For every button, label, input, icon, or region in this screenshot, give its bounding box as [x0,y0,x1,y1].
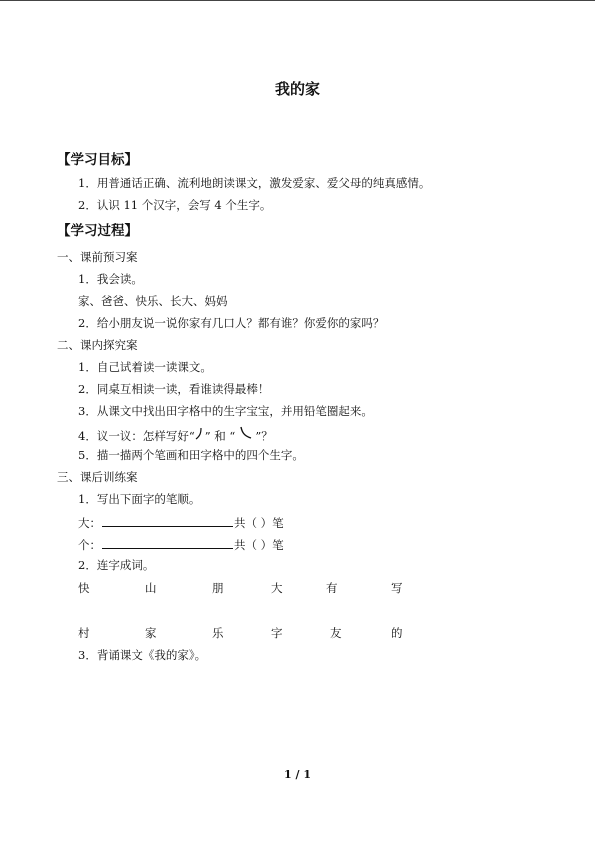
page-number: 1 / 1 [284,768,311,781]
da-answer-blank[interactable] [102,515,233,527]
practice-item-1: 1．写出下面字的笔顺。 [78,492,201,506]
char-shan: 山 [145,581,157,595]
char-you: 有 [326,581,338,595]
char-you2: 友 [330,626,342,640]
char-le: 乐 [212,626,224,640]
char-de: 的 [391,626,403,640]
ge-count: 共（ ）笔 [234,538,284,552]
goal-1: 1．用普通话正确、流利地朗读课文，激发爱家、爱父母的纯真感情。 [78,176,431,190]
stroke-order-ge [78,537,284,552]
explore-item-4-mid: 和 [214,429,226,443]
char-zi: 字 [271,626,283,640]
preview-title: 一、课前预习案 [57,250,138,264]
char-da: 大 [271,581,283,595]
preview-item-2: 2．给小朋友说一说你家有几口人？都有谁？你爱你的家吗？ [78,316,385,330]
explore-item-1: 1．自己试着读一读课文。 [78,360,212,374]
practice-item-2: 2．连字成词。 [78,558,155,572]
char-peng: 朋 [212,581,224,595]
preview-words: 家、爸爸、快乐、长大、妈妈 [78,294,228,308]
explore-item-4-prefix: 4．议一议：怎样写好 [78,429,189,443]
practice-item-3: 3．背诵课文《我的家》。 [78,648,207,662]
stroke-pie-icon [195,427,205,440]
explore-item-2: 2．同桌互相读一读，看谁读得最棒！ [78,382,270,396]
explore-item-4: 4．议一议：怎样写好“ ” 和 “ ”？ [78,426,273,443]
stroke-na-icon [235,426,255,440]
da-count: 共（ ）笔 [234,516,284,530]
practice-title: 三、课后训练案 [57,470,138,484]
char-kuai: 快 [78,581,90,595]
explore-item-3: 3．从课文中找出田字格中的生字宝宝，并用铅笔圈起来。 [78,404,373,418]
explore-title: 二、课内探究案 [57,338,138,352]
ge-label: 个： [78,538,101,552]
char-xie: 写 [391,581,403,595]
explore-item-4-suffix: ？ [261,429,273,443]
goals-heading: 【学习目标】 [57,152,138,168]
process-heading: 【学习过程】 [57,223,138,239]
char-cun: 村 [78,626,90,640]
da-label: 大： [78,516,101,530]
explore-item-5: 5．描一描两个笔画和田字格中的四个生字。 [78,448,304,462]
ge-answer-blank[interactable] [102,537,233,549]
char-jia: 家 [145,626,157,640]
goal-2: 2．认识 11 个汉字，会写 4 个生字。 [78,198,272,212]
preview-item-1: 1．我会读。 [78,272,143,286]
stroke-order-da [78,515,284,530]
page-title: 我的家 [274,80,320,98]
top-border [0,0,595,1]
